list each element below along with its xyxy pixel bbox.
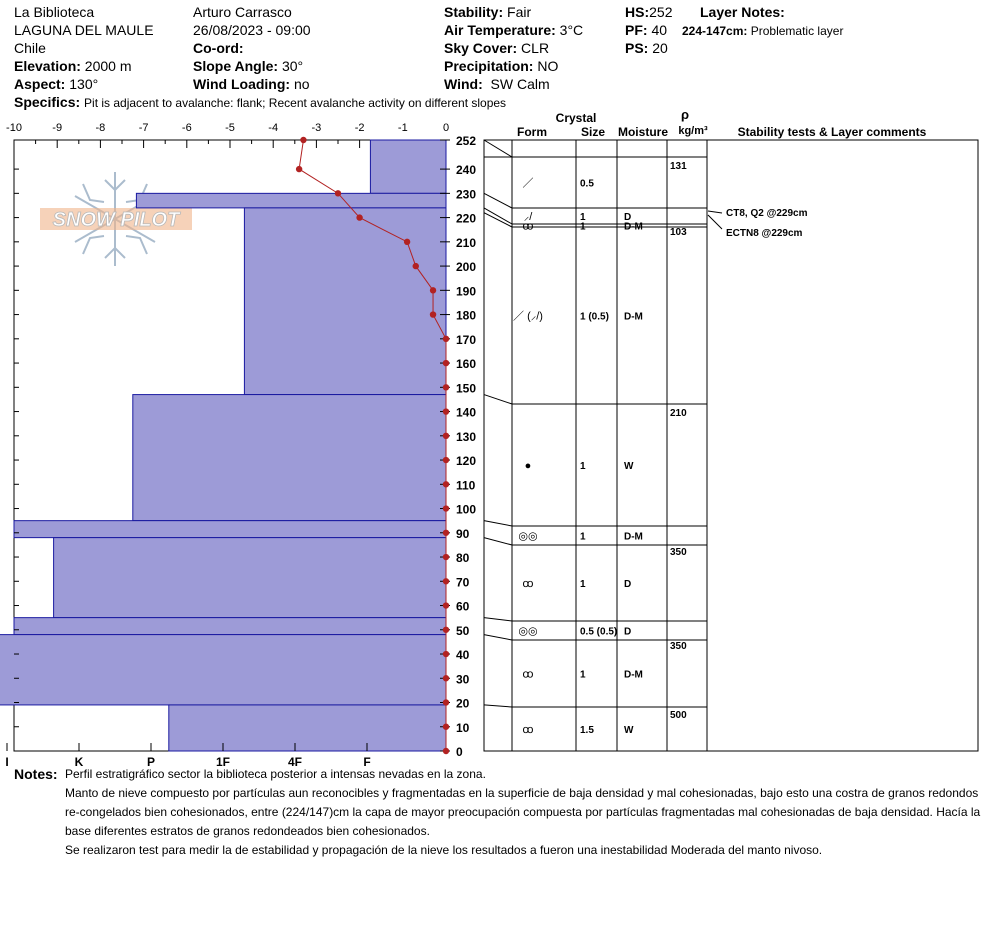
temperature-point [300,137,306,143]
temp-tick-label: -6 [181,122,192,134]
layer-notes-label: Layer Notes: [700,4,785,20]
hardness-bar [0,635,446,705]
temp-tick-label: -8 [95,122,106,134]
air-temp-value: 3°C [559,22,584,38]
slope-label: Slope Angle: [193,58,279,74]
slope-value: 30° [281,58,304,74]
hardness-label: 4F [287,755,303,769]
layer-moisture: D [624,579,632,590]
hs-label: HS: [625,4,650,20]
wind-loading-label: Wind Loading: [193,76,291,92]
hardness-label: 1F [215,755,231,769]
specifics-value: Pit is adjacent to avalanche: flank; Recent avalanche activity on different slopes [84,96,507,110]
layer-moisture: W [624,725,634,736]
height-label: 30 [456,672,470,687]
layer-note-range: 224-147cm: [682,24,748,38]
form-header: Form [517,125,547,139]
temperature-point [443,530,449,536]
height-label: 100 [456,502,477,517]
temperature-point [413,263,419,269]
layer-connector [484,618,512,621]
temperature-point [443,481,449,487]
elevation-value: 2000 m [84,58,132,74]
air-temp-label: Air Temperature: [444,22,556,38]
location-name: La Biblioteca [14,4,95,20]
layer-form: ◎◎ [518,530,538,543]
stability-test: CT8, Q2 @229cm [726,208,808,219]
layer-size: 1.5 [580,725,594,736]
height-label: 200 [456,260,477,275]
temperature-point [443,554,449,560]
temp-tick-label: -7 [138,122,149,134]
hardness-bar [14,618,446,635]
layer-size: 1 [580,669,586,681]
layer-density: 103 [670,227,687,238]
height-label: 180 [456,308,477,323]
temp-tick-label: -9 [52,122,63,134]
hardness-bar [370,140,446,193]
layer-connector [484,395,512,404]
layer-moisture: D-M [624,531,643,543]
temperature-point [430,311,436,317]
temperature-point [443,627,449,633]
layer-density: 350 [670,547,687,558]
temperature-point [296,166,302,172]
temperature-point [430,287,436,293]
coord-label: Co-ord: [193,40,244,56]
layer-moisture: D-M [624,669,643,681]
wind-label: Wind: [444,76,483,92]
layer-connector [484,140,512,157]
aspect-label: Aspect: [14,76,66,92]
sky-value: CLR [521,40,550,56]
height-label: 130 [456,429,477,444]
layer-form: ◎◎ [518,625,538,638]
hardness-label: P [146,755,156,769]
hardness-bar [14,521,446,538]
hardness-label: I [5,755,9,769]
layer-connector [484,521,512,526]
height-label: 140 [456,405,477,420]
height-label: 70 [456,575,470,590]
temperature-point [356,214,362,220]
hardness-bar [54,538,446,618]
height-label: 170 [456,332,477,347]
temp-tick-label: -10 [6,122,22,134]
temperature-point [443,336,449,342]
height-label: 190 [456,284,477,299]
logo-text: SNOW PILOT [52,209,180,231]
height-label: 120 [456,454,477,469]
height-label: 90 [456,526,470,541]
layer-size: 0.5 (0.5) [580,626,618,638]
temperature-point [443,724,449,730]
temperature-point [443,457,449,463]
temp-tick-label: -5 [225,122,235,134]
temperature-point [443,505,449,511]
temperature-point [443,675,449,681]
layer-form: ● [524,460,532,472]
layer-size: 1 [580,221,586,233]
pf-value: 40 [651,22,668,38]
temperature-point [443,384,449,390]
notes-line: re-congelados bien cohesionados, entre (224/147)cm la capa de mayor preocupación compuesta por partículas fragmentadas mal cohesionadas de baja densidad. Hacía la [65,805,981,819]
stability-label: Stability: [444,4,504,20]
layer-density: 350 [670,641,687,652]
temperature-point [443,360,449,366]
temp-tick-label: -2 [354,122,365,134]
ps-value: 20 [652,40,668,56]
moisture-header: Moisture [617,125,669,139]
height-label: 220 [456,211,477,226]
aspect-value: 130° [69,76,99,92]
layer-moisture: D [624,212,632,223]
temp-tick-label: -3 [311,122,322,134]
stability-value: Fair [507,4,532,20]
temperature-point [443,602,449,608]
observer-name: Arturo Carrasco [193,4,292,20]
density-unit: kg/m³ [678,125,708,137]
layer-form: ⸝/ [523,211,533,223]
height-label: 150 [456,381,477,396]
hardness-label: K [74,755,84,769]
specifics-label: Specifics: [14,94,81,110]
country-name: Chile [14,40,46,56]
temperature-point [443,578,449,584]
height-label: 20 [456,696,470,711]
layer-form: ꝏ [522,578,534,590]
height-label: 230 [456,187,477,202]
height-label: 240 [456,163,477,178]
stability-test: ECTN8 @229cm [726,228,803,239]
hardness-bar [169,705,446,751]
layer-table [484,107,978,751]
layer-connector [484,635,512,640]
layer-form: ꝏ [522,220,534,233]
hardness-label: F [363,755,371,769]
layer-moisture: D-M [624,311,643,323]
layer-size: 1 [580,531,586,543]
notes-line: base diferentes estratos de granos redondeados bien cohesionados. [65,824,430,838]
height-label: 210 [456,235,477,250]
notes-label: Notes: [14,766,58,782]
height-label: 40 [456,648,470,663]
height-label: 80 [456,551,470,566]
temp-tick-label: -1 [397,122,408,134]
height-label: 160 [456,357,477,372]
hardness-bar [244,208,446,395]
layer-size: 1 [580,461,586,472]
layer-density: 500 [670,710,687,721]
height-label: 110 [456,478,476,493]
layer-connector [484,208,512,224]
test-pointer [708,215,722,229]
notes-line: Manto de nieve compuesto por partículas aun reconocibles y fragmentadas en la superficie de baja densidad y mal cohesionadas, bajo esto una costra de granos redondos [65,786,979,800]
layer-moisture: D-M [624,221,643,233]
wind-value: SW Calm [490,76,550,92]
area-name: LAGUNA DEL MAULE [14,22,154,38]
layer-size: 1 [580,212,586,223]
temperature-point [443,408,449,414]
ps-label: PS: [625,40,649,56]
layer-note-text: Problematic layer [750,24,844,38]
layer-form: ꝏ [522,668,534,681]
layer-size: 1 [580,579,586,590]
elevation-label: Elevation: [14,58,81,74]
hardness-bar [133,395,446,521]
layer-connector [484,213,512,227]
precip-label: Precipitation: [444,58,534,74]
temperature-point [443,433,449,439]
notes-line: Perfil estratigráfico sector la biblioteca posterior a intensas nevadas en la zona. [65,767,486,781]
layer-size: 1 (0.5) [580,311,609,323]
temp-tick-label: 0 [442,122,450,134]
height-label: 0 [456,745,463,759]
layer-moisture: W [624,461,634,472]
layer-density: 210 [670,408,687,419]
pf-label: PF: [625,22,648,38]
observation-datetime: 26/08/2023 - 09:00 [193,22,311,38]
layer-form: ꝏ [522,724,534,736]
temp-tick-label: -4 [268,122,279,134]
size-header: Size [580,125,606,139]
layer-density: 131 [670,161,687,172]
precip-value: NO [537,58,559,74]
temperature-point [443,748,449,754]
temperature-point [404,239,410,245]
layer-connector [484,705,512,707]
layer-form: ／ (⸝/) [513,310,543,323]
hs-value: 252 [649,4,673,20]
notes-line: Se realizaron test para medir la de estabilidad y propagación de la nieve los resultados a fueron una inestabilidad Moderada del manto nivoso. [65,843,823,857]
layer-form: ／ [522,177,534,190]
notes-body [65,765,980,860]
hardness-bar [136,193,446,208]
temperature-point [443,699,449,705]
layer-moisture: D [624,626,632,638]
sky-label: Sky Cover: [444,40,518,56]
height-label: 252 [456,134,477,148]
height-label: 60 [456,599,470,614]
height-label: 50 [456,623,470,638]
crystal-header: Crystal [555,111,597,125]
layer-connector [484,193,512,208]
wind-loading-value: no [293,76,310,92]
stability-header: Stability tests & Layer comments [737,125,927,139]
layer-size: 0.5 [580,178,594,190]
temperature-point [443,651,449,657]
test-pointer [708,211,722,213]
height-label: 10 [456,720,470,735]
layer-connector [484,538,512,545]
density-symbol: ρ [680,107,690,122]
temperature-point [335,190,341,196]
